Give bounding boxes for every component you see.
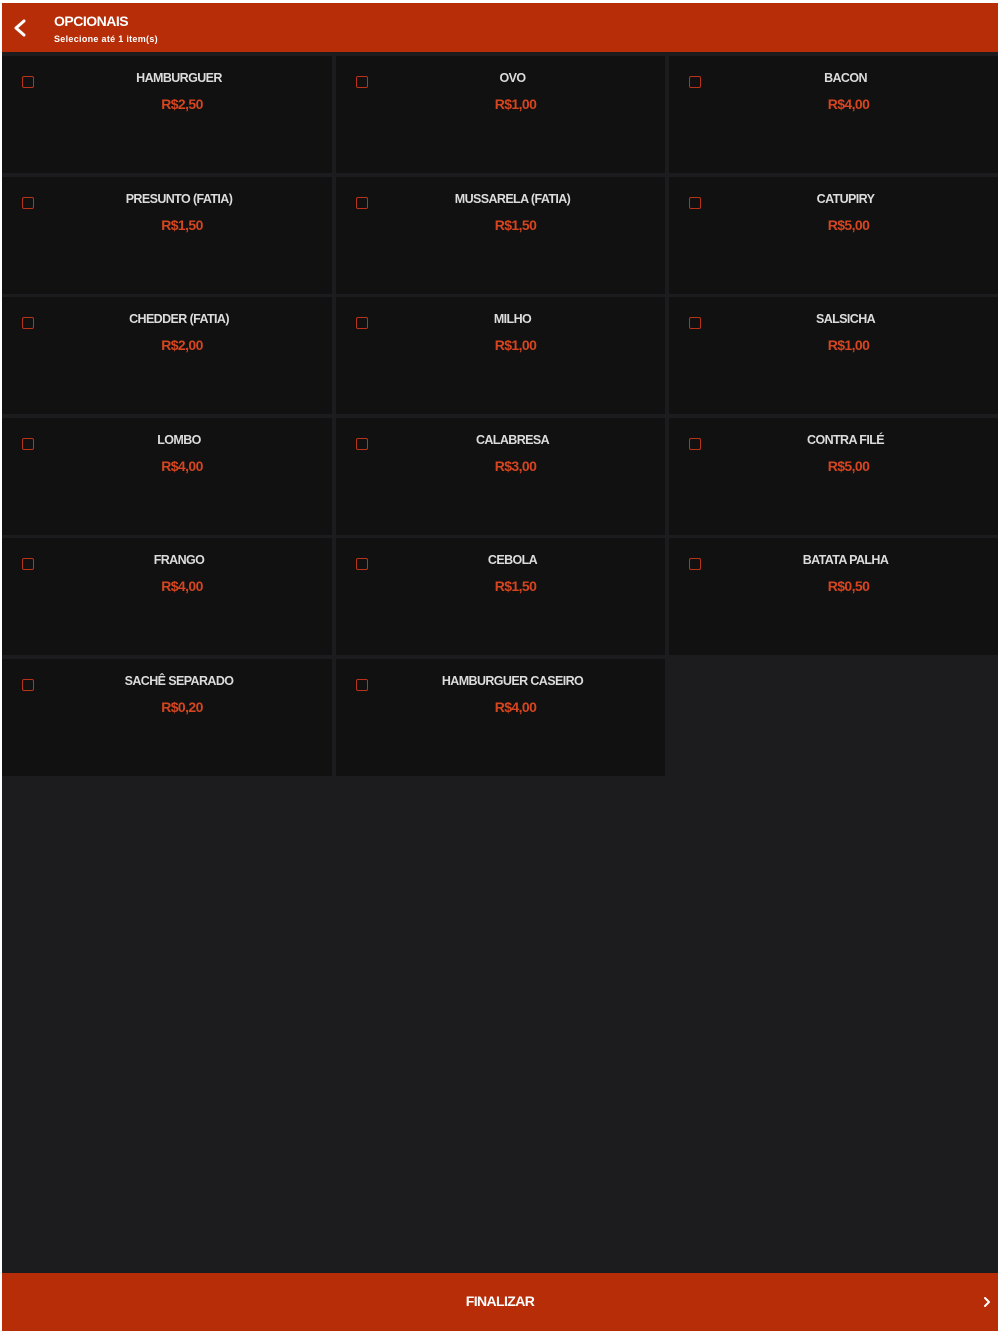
back-button[interactable] (6, 11, 36, 45)
option-price: R$4,00 (827, 96, 870, 112)
option-name: PRESUNTO (FATIA) (125, 191, 233, 206)
option-card[interactable] (2, 177, 332, 294)
option-price: R$1,00 (494, 96, 537, 112)
option-price: R$0,50 (827, 578, 870, 594)
chevron-left-icon (6, 11, 36, 45)
option-name: BATATA PALHA (802, 553, 889, 567)
option-price: R$1,00 (494, 337, 537, 353)
option-price: R$3,00 (494, 457, 537, 474)
page-title: OPCIONAIS (54, 13, 129, 29)
option-card[interactable] (336, 177, 665, 294)
option-card[interactable] (2, 418, 332, 535)
option-card[interactable] (669, 56, 998, 173)
options-screen (2, 3, 998, 1331)
finalize-label: FINALIZAR (465, 1293, 535, 1309)
header-bar (2, 3, 998, 52)
option-price: R$1,50 (161, 216, 203, 233)
option-price: R$4,00 (161, 457, 203, 474)
option-price: R$1,50 (494, 578, 537, 594)
option-card[interactable] (336, 659, 665, 776)
option-price: R$4,00 (161, 578, 203, 594)
option-name: FRANGO (153, 553, 205, 567)
option-name: CEBOLA (487, 553, 538, 567)
option-price: R$1,00 (827, 337, 870, 353)
option-card[interactable] (336, 538, 665, 655)
option-name: HAMBURGUER (136, 71, 222, 85)
option-card[interactable] (669, 297, 998, 414)
option-name: CONTRA FILÉ (807, 432, 884, 447)
option-name: SALSICHA (815, 312, 876, 326)
option-card[interactable] (669, 538, 998, 655)
option-price: R$1,50 (494, 216, 537, 233)
option-card[interactable] (2, 56, 332, 173)
option-card[interactable] (2, 297, 332, 414)
option-price: R$4,00 (494, 698, 537, 715)
option-name: CATUPIRY (816, 191, 875, 206)
option-name: BACON (824, 71, 867, 85)
option-name: OVO (499, 71, 526, 85)
option-name: CALABRESA (475, 432, 550, 447)
option-name: MILHO (493, 312, 532, 326)
option-card[interactable] (669, 418, 998, 535)
option-name: LOMBO (157, 432, 201, 447)
chevron-right-icon (982, 1295, 992, 1309)
options-grid (2, 56, 998, 776)
option-name: SACHÊ SEPARADO (124, 673, 234, 688)
option-price: R$2,50 (161, 96, 203, 112)
option-card[interactable] (2, 659, 332, 776)
page-subtitle: Selecione até 1 item(s) (54, 34, 158, 44)
finalize-button[interactable] (2, 1273, 998, 1331)
option-card[interactable] (669, 177, 998, 294)
option-price: R$2,00 (161, 337, 203, 353)
option-price: R$5,00 (827, 457, 870, 474)
option-card[interactable] (336, 297, 665, 414)
option-card[interactable] (2, 538, 332, 655)
option-card[interactable] (336, 418, 665, 535)
option-name: MUSSARELA (FATIA) (454, 191, 571, 206)
option-card[interactable] (336, 56, 665, 173)
option-name: CHEDDER (FATIA) (129, 312, 229, 326)
option-name: HAMBURGUER CASEIRO (441, 673, 584, 688)
option-price: R$5,00 (827, 216, 870, 233)
option-price: R$0,20 (161, 698, 203, 715)
